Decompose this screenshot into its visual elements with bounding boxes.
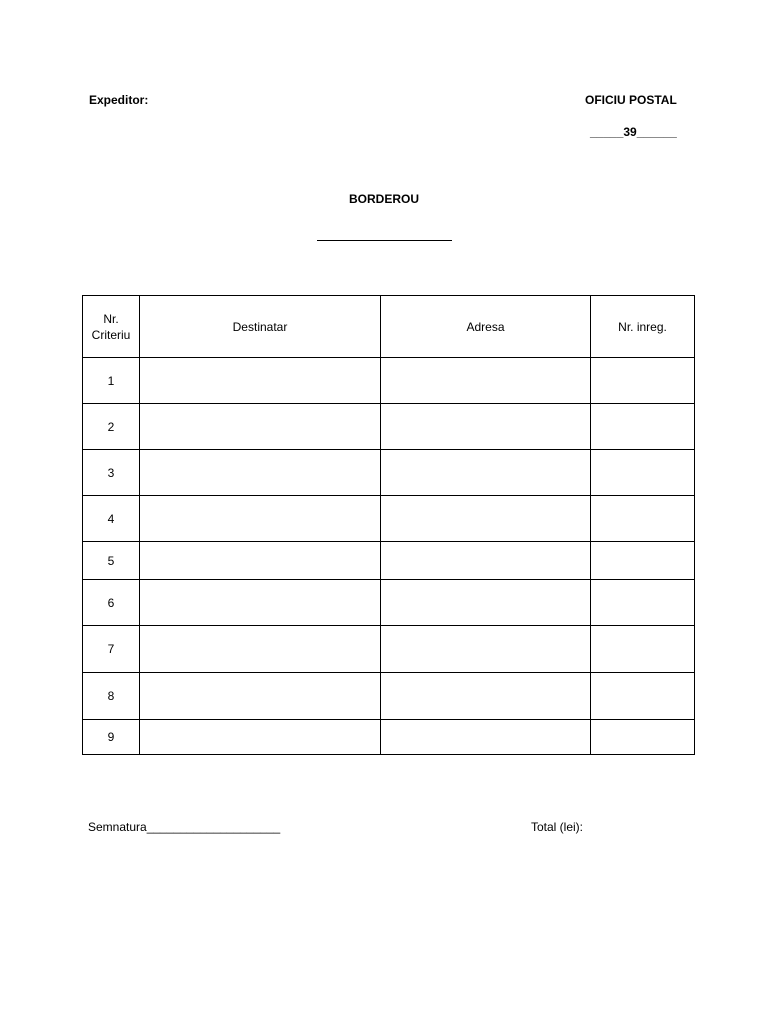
destinatar-cell[interactable]: [140, 358, 381, 404]
nr-inreg-cell[interactable]: [591, 496, 695, 542]
row-number: 4: [83, 496, 140, 542]
adresa-cell[interactable]: [381, 626, 591, 673]
destinatar-cell[interactable]: [140, 404, 381, 450]
table-row: [83, 404, 695, 450]
column-header-nr-inreg: Nr. inreg.: [591, 296, 695, 358]
table-row: [83, 358, 695, 404]
nr-inreg-cell[interactable]: [591, 542, 695, 580]
table-row: [83, 580, 695, 626]
destinatar-cell[interactable]: [140, 720, 381, 755]
nr-inreg-cell[interactable]: [591, 450, 695, 496]
destinatar-cell[interactable]: [140, 673, 381, 720]
row-number: 8: [83, 673, 140, 720]
table-row: [83, 496, 695, 542]
destinatar-cell[interactable]: [140, 450, 381, 496]
adresa-cell[interactable]: [381, 404, 591, 450]
column-header-destinatar: Destinatar: [140, 296, 381, 358]
adresa-cell[interactable]: [381, 496, 591, 542]
row-number: 5: [83, 542, 140, 580]
table-header-row: [83, 296, 695, 358]
page-title: BORDEROU: [348, 192, 419, 206]
borderou-table: [82, 295, 695, 755]
nr-inreg-cell[interactable]: [591, 358, 695, 404]
column-header-nr-criteriu: Nr. Criteriu: [83, 296, 140, 358]
adresa-cell[interactable]: [381, 358, 591, 404]
adresa-cell[interactable]: [381, 542, 591, 580]
row-number: 7: [83, 626, 140, 673]
destinatar-cell[interactable]: [140, 626, 381, 673]
signature-line: Semnatura____________________: [88, 820, 281, 834]
table-row: [83, 720, 695, 755]
nr-inreg-cell[interactable]: [591, 580, 695, 626]
column-header-adresa: Adresa: [381, 296, 591, 358]
sender-label: Expeditor:: [89, 93, 149, 107]
nr-inreg-cell[interactable]: [591, 720, 695, 755]
table-row: [83, 450, 695, 496]
adresa-cell[interactable]: [381, 580, 591, 626]
adresa-cell[interactable]: [381, 673, 591, 720]
row-number: 2: [83, 404, 140, 450]
total-label: Total (lei):: [531, 820, 584, 834]
adresa-cell[interactable]: [381, 450, 591, 496]
destinatar-cell[interactable]: [140, 580, 381, 626]
table-row: [83, 673, 695, 720]
row-number: 3: [83, 450, 140, 496]
table-row: [83, 626, 695, 673]
row-number: 6: [83, 580, 140, 626]
destinatar-cell[interactable]: [140, 496, 381, 542]
post-office-number: _____39______: [590, 125, 677, 139]
table-row: [83, 542, 695, 580]
adresa-cell[interactable]: [381, 720, 591, 755]
row-number: 1: [83, 358, 140, 404]
nr-inreg-cell[interactable]: [591, 404, 695, 450]
title-underline: [317, 240, 452, 241]
nr-inreg-cell[interactable]: [591, 626, 695, 673]
row-number: 9: [83, 720, 140, 755]
destinatar-cell[interactable]: [140, 542, 381, 580]
post-office-label: OFICIU POSTAL: [585, 93, 677, 107]
nr-inreg-cell[interactable]: [591, 673, 695, 720]
